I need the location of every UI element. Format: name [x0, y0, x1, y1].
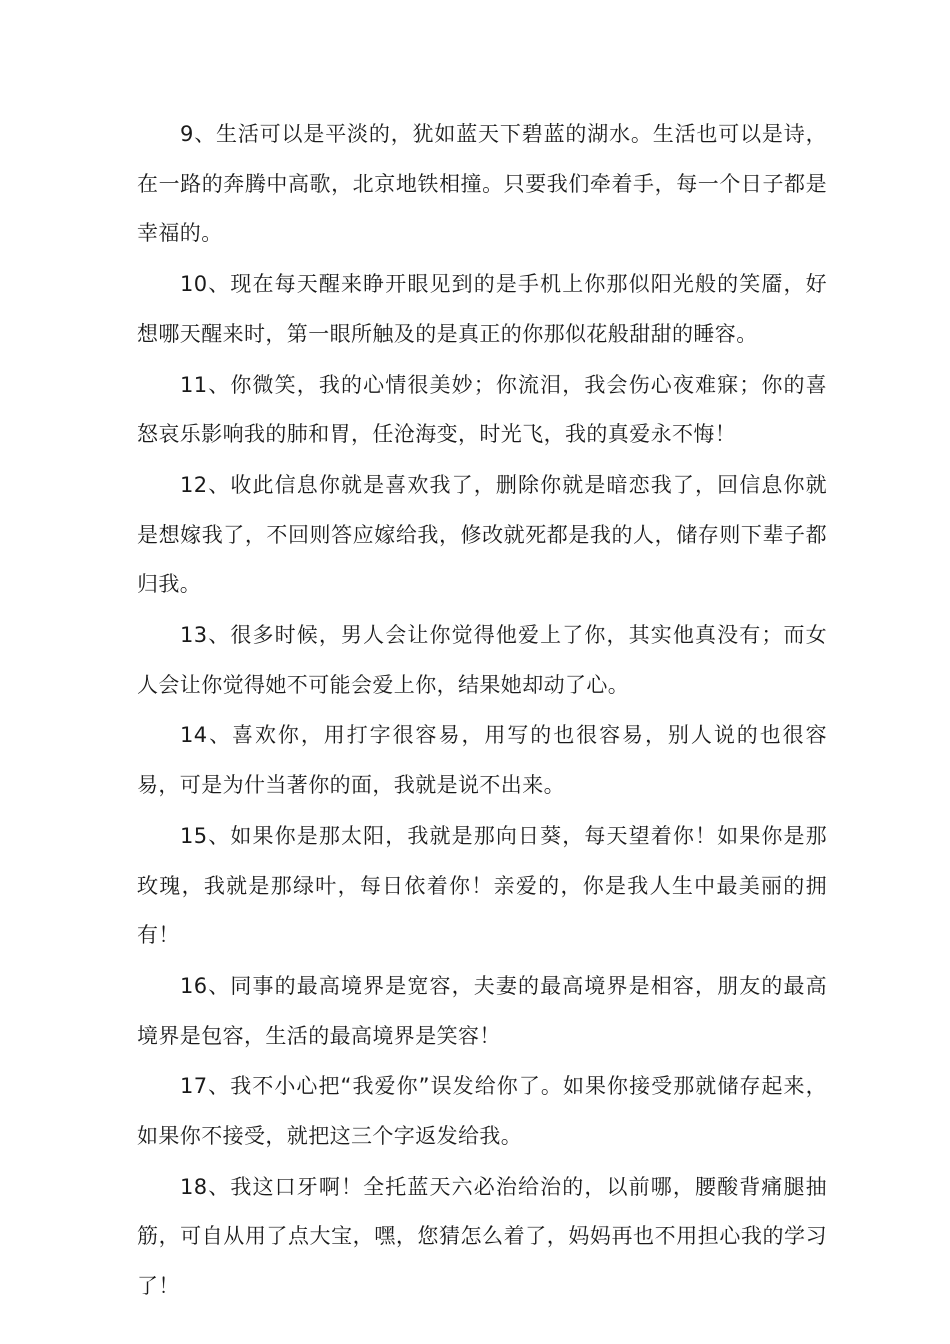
document-body	[137, 110, 827, 1313]
paragraph-9: 9、生活可以是平淡的，犹如蓝天下碧蓝的湖水。生活也可以是诗，在一路的奔腾中高歌，北京地铁相撞。只要我们牵着手，每一个日子都是幸福的。	[137, 122, 827, 246]
paragraph-14: 14、喜欢你，用打字很容易，用写的也很容易，别人说的也很容易，可是为什当著你的面，我就是说不出来。	[137, 723, 827, 798]
paragraph-17: 17、我不小心把“我爱你”误发给你了。如果你接受那就储存起来，如果你不接受，就把这三个字返发给我。	[137, 1074, 827, 1149]
paragraph-10: 10、现在每天醒来睁开眼见到的是手机上你那似阳光般的笑靥，好想哪天醒来时，第一眼所触及的是真正的你那似花般甜甜的睡容。	[137, 272, 827, 346]
paragraph-13: 13、很多时候，男人会让你觉得他爱上了你，其实他真没有；而女人会让你觉得她不可能会爱上你，结果她却动了心。	[137, 623, 827, 697]
paragraph-16: 16、同事的最高境界是宽容，夫妻的最高境界是相容，朋友的最高境界是包容，生活的最高境界是笑容！	[137, 973, 827, 1048]
paragraph-18: 18、我这口牙啊！全托蓝天六必治给治的，以前哪，腰酸背痛腿抽筋，可自从用了点大宝，嘿，您猜怎么着了，妈妈再也不用担心我的学习了！	[137, 1174, 827, 1299]
paragraph-11: 11、你微笑，我的心情很美妙；你流泪，我会伤心夜难寐；你的喜怒哀乐影响我的肺和胃，任沧海变，时光飞，我的真爱永不悔！	[137, 372, 827, 447]
paragraph-12: 12、收此信息你就是喜欢我了，删除你就是暗恋我了，回信息你就是想嫁我了，不回则答应嫁给我，修改就死都是我的人，储存则下辈子都归我。	[137, 472, 827, 597]
paragraph-15: 15、如果你是那太阳，我就是那向日葵，每天望着你！如果你是那玫瑰，我就是那绿叶，每日依着你！亲爱的，你是我人生中最美丽的拥有！	[137, 823, 827, 948]
